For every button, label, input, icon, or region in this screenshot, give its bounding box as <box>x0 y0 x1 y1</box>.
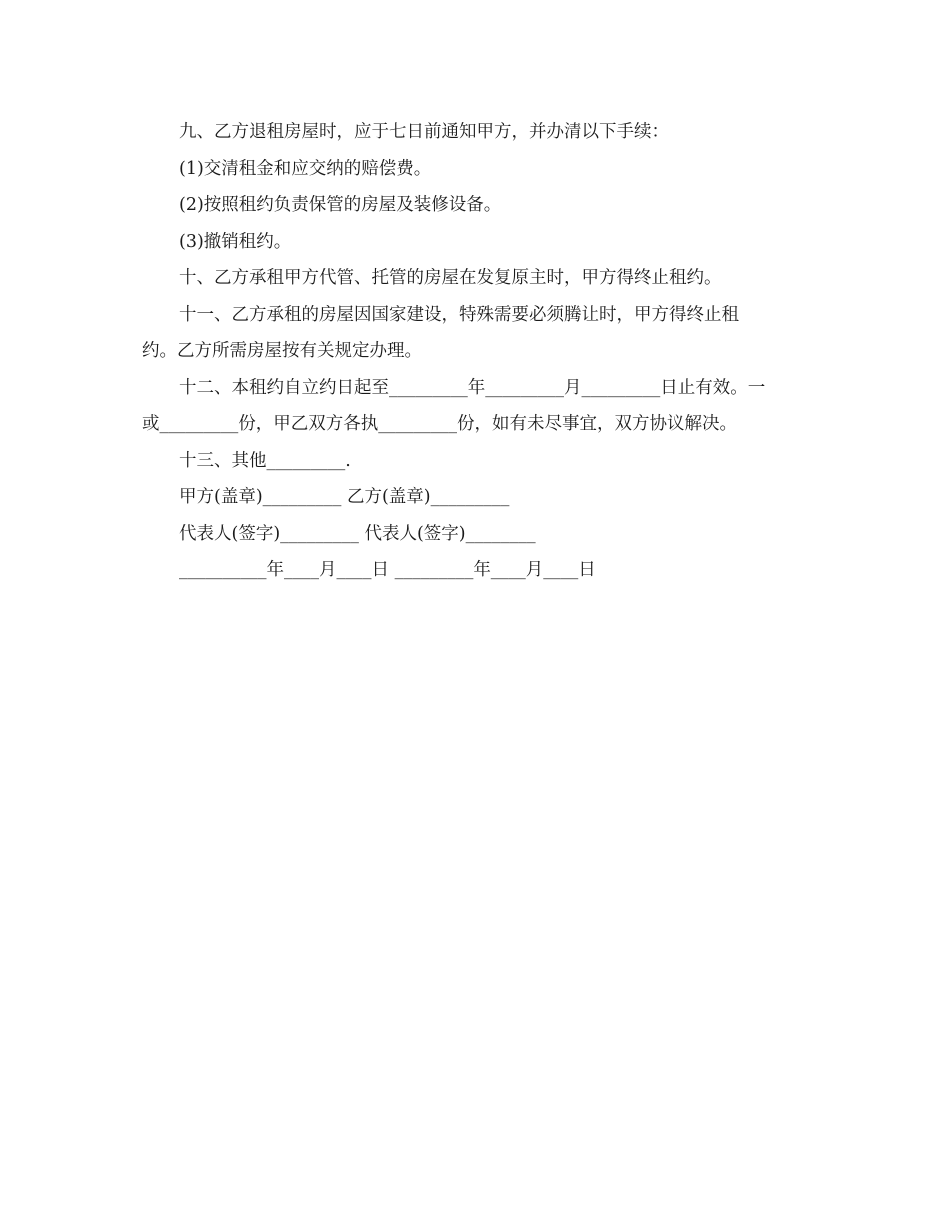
clause-9: 九、乙方退租房屋时，应于七日前通知甲方，并办清以下手续： <box>179 122 669 142</box>
date-line: __________年____月____日 _________年____月____日 <box>179 560 596 580</box>
clause-11-line-2: 约。乙方所需房屋按有关规定办理。 <box>142 341 422 361</box>
clause-9-item-1: (1)交清租金和应交纳的赔偿费。 <box>179 158 432 179</box>
clause-12-line-1: 十二、本租约自立约日起至_________年_________月_________日止有效。一 <box>179 377 766 398</box>
clause-11-line-1: 十一、乙方承租的房屋因国家建设，特殊需要必须腾让时，甲方得终止租 <box>179 304 739 325</box>
party-seal-line: 甲方(盖章)_________ 乙方(盖章)_________ <box>179 487 510 507</box>
clause-13: 十三、其他_________. <box>179 450 351 471</box>
representative-signature-line: 代表人(签字)_________ 代表人(签字)________ <box>179 523 536 544</box>
clause-9-item-3: (3)撤销租约。 <box>179 231 292 252</box>
clause-12-line-2: 或_________份，甲乙双方各执_________份，如有未尽事宜，双方协议解决。 <box>142 414 737 434</box>
clause-10: 十、乙方承租甲方代管、托管的房屋在发复原主时，甲方得终止租约。 <box>179 268 722 288</box>
clause-9-item-2: (2)按照租约负责保管的房屋及装修设备。 <box>179 195 502 215</box>
document-body <box>142 114 808 589</box>
